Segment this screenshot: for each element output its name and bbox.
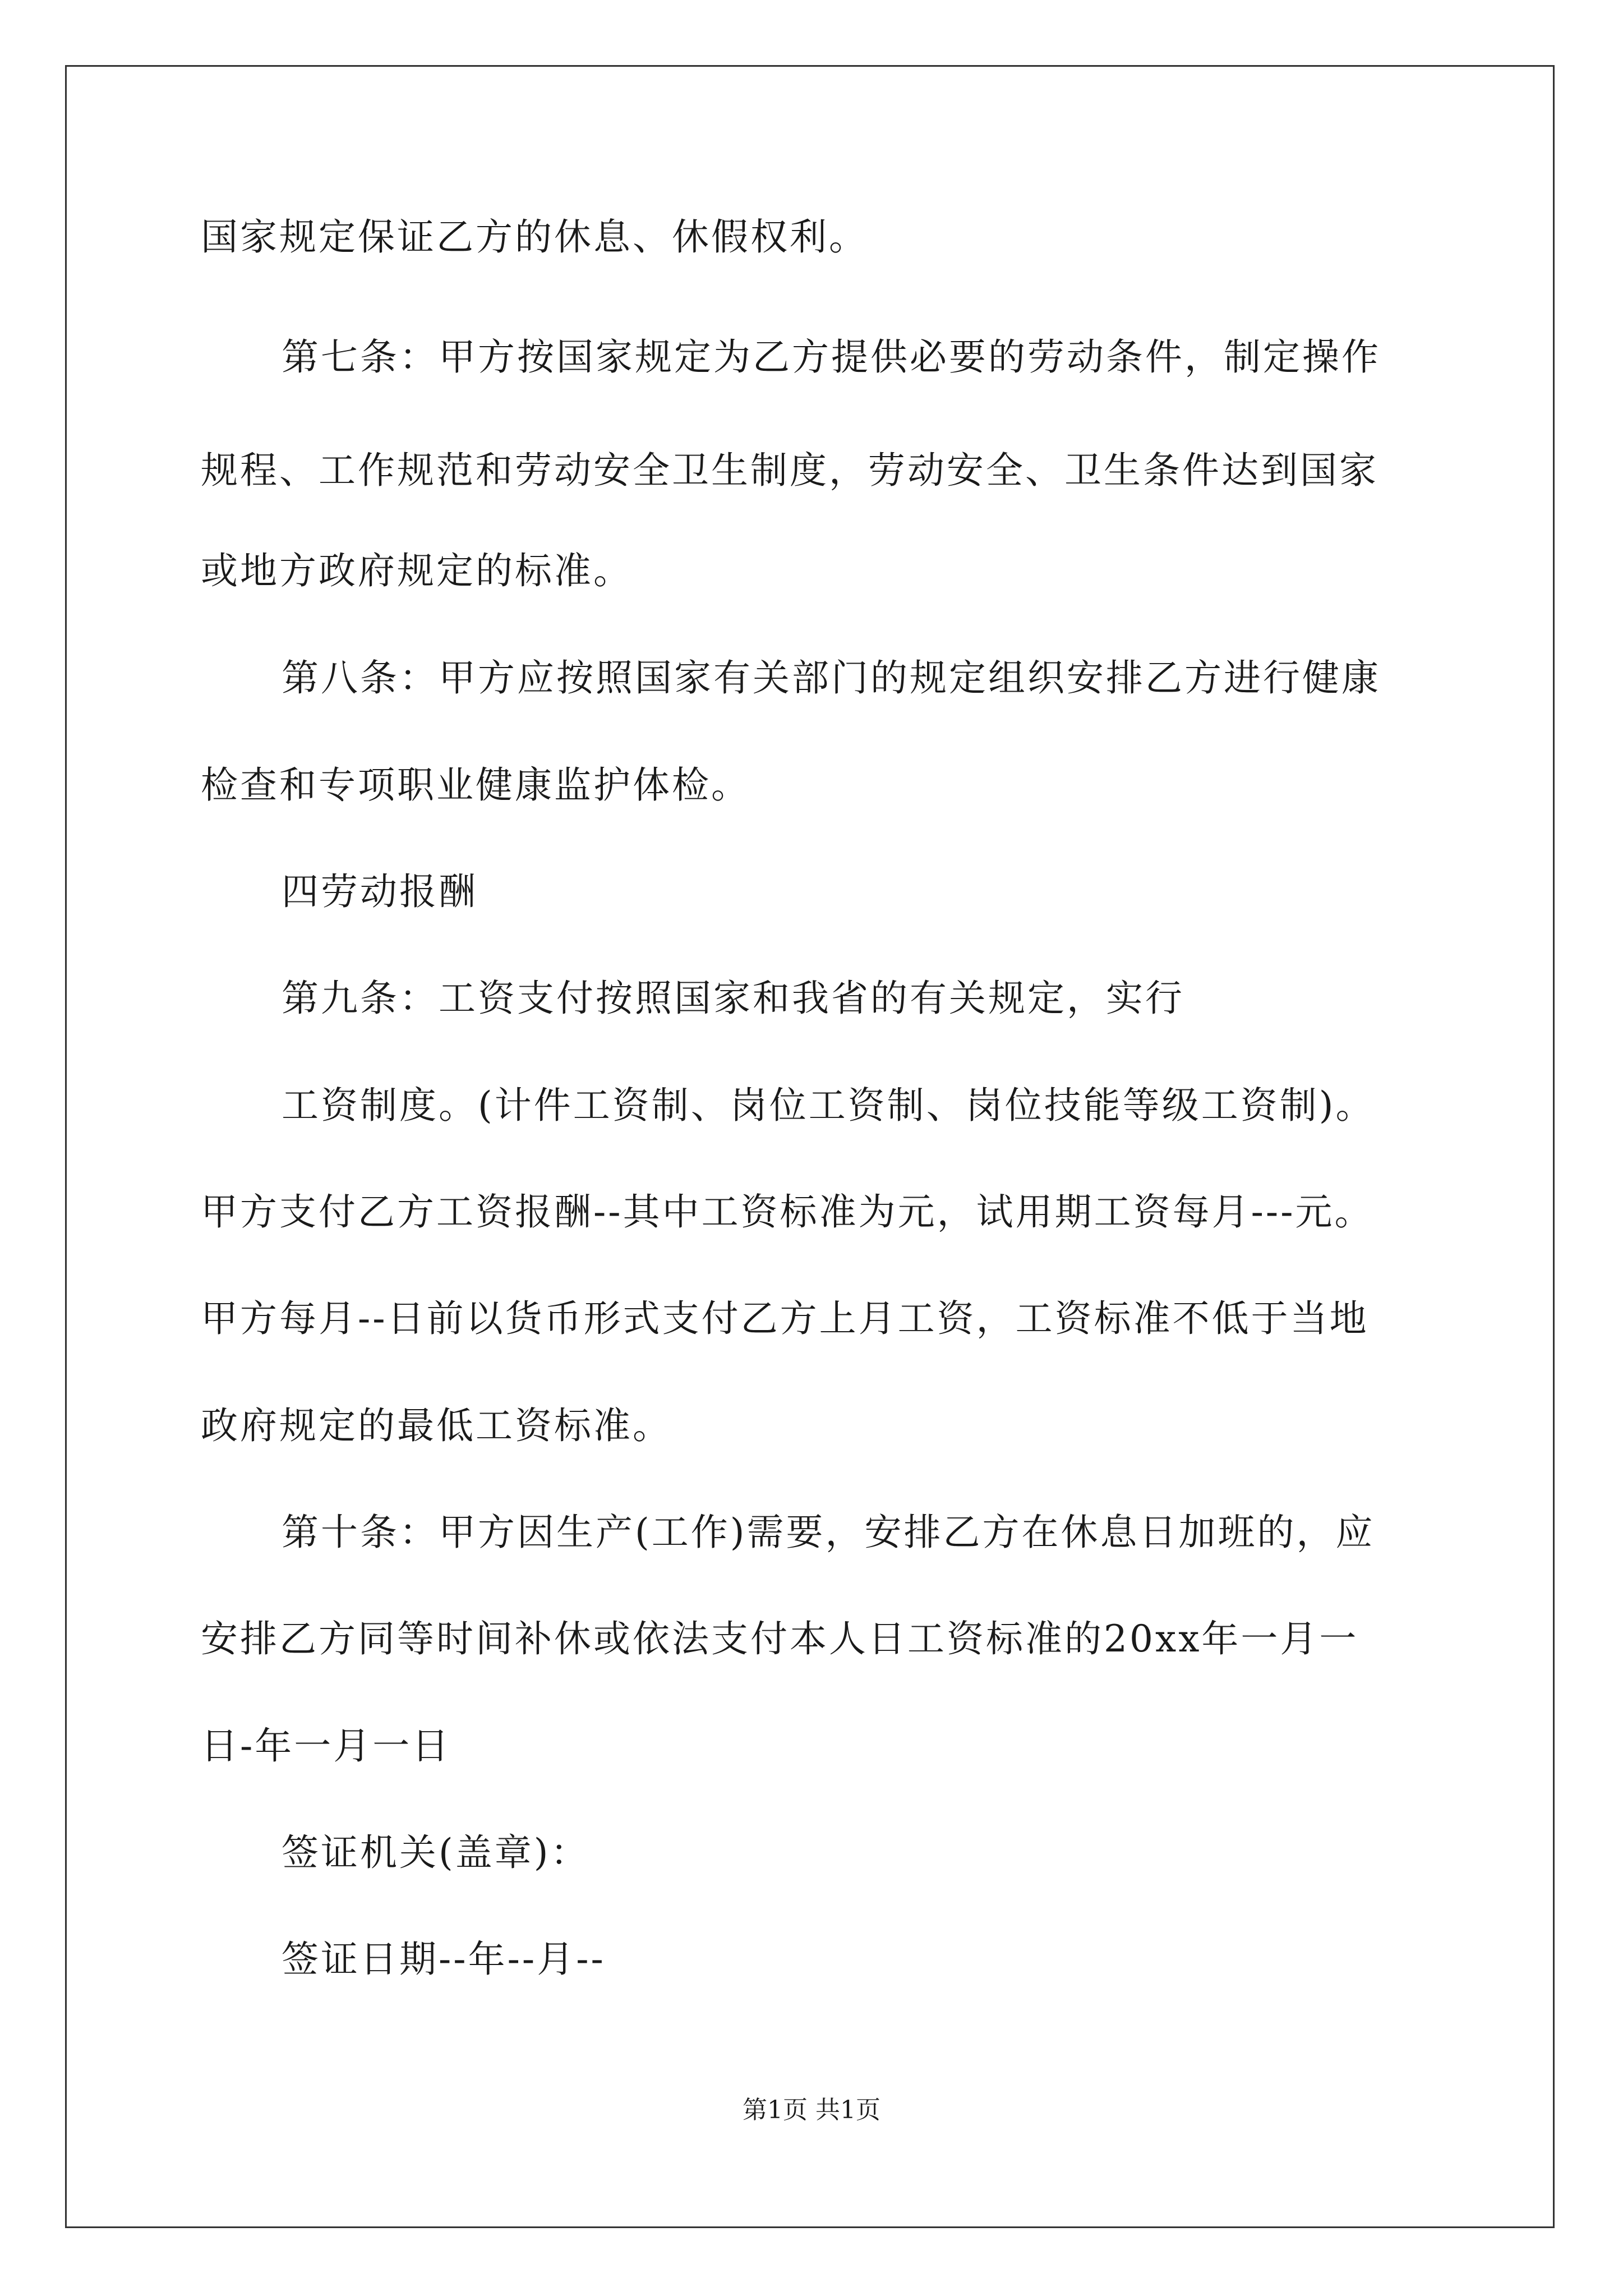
text-line: 甲方每月--日前以货币形式支付乙方上月工资，工资标准不低于当地	[201, 1297, 1369, 1340]
text-line: 政府规定的最低工资标准。	[201, 1404, 672, 1447]
text-line: 第八条：甲方应按照国家有关部门的规定组织安排乙方进行健康	[282, 656, 1381, 700]
signature-date: 签证日期--年--月--	[282, 1938, 606, 1981]
text-line: 日-年一月一日	[201, 1724, 451, 1768]
text-line: 规程、工作规范和劳动安全卫生制度，劳动安全、卫生条件达到国家	[201, 449, 1378, 492]
text-line: 或地方政府规定的标准。	[201, 549, 633, 592]
text-line: 工资制度。(计件工资制、岗位工资制、岗位技能等级工资制)。	[282, 1084, 1375, 1127]
text-line: 安排乙方同等时间补休或依法支付本人日工资标准的20xx年一月一	[201, 1617, 1359, 1660]
text-line: 检查和专项职业健康监护体检。	[201, 763, 750, 807]
section-heading: 四劳动报酬	[282, 870, 478, 913]
text-line: 第十条：甲方因生产(工作)需要，安排乙方在休息日加班的，应	[282, 1511, 1375, 1554]
signature-authority: 签证机关(盖章)：	[282, 1831, 590, 1874]
text-line: 甲方支付乙方工资报酬--其中工资标准为元，试用期工资每月---元。	[201, 1190, 1374, 1234]
text-line: 第七条：甲方按国家规定为乙方提供必要的劳动条件，制定操作	[282, 335, 1381, 379]
page-border	[65, 65, 1555, 2228]
page-footer: 第1页 共1页	[743, 2096, 880, 2124]
text-line: 第九条：工资支付按照国家和我省的有关规定，实行	[282, 977, 1184, 1020]
text-line: 国家规定保证乙方的休息、休假权利。	[201, 215, 868, 259]
